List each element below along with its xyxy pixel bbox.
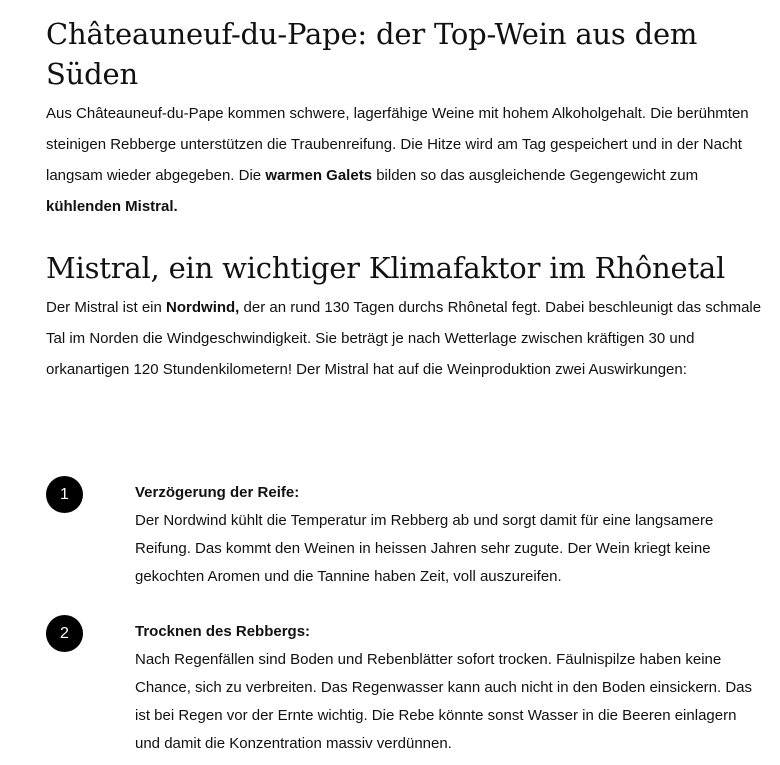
section-paragraph xyxy=(46,292,766,385)
section-chateauneuf xyxy=(46,14,766,222)
section-paragraph xyxy=(46,98,766,222)
paragraph-text: Aus Châteauneuf-du-Pape kommen schwere, lagerfähige Weine mit hohem Alkoholgehalt. Die berühmten steinigen Rebberge unterstützen die Traubenreifung. Die Hitze wird am Tag gespeichert und in der Nacht langsam wieder abgegeben. Die xyxy=(46,105,749,184)
number-badge: 1 xyxy=(46,476,83,513)
list-item-text: Der Nordwind kühlt die Temperatur im Rebberg ab und sorgt damit für eine langsamere Reifung. Das kommt den Weinen in heissen Jahren sehr zugute. Der Wein kriegt keine gekochten Aromen und die Tannine haben Zeit, voll auszureifen. xyxy=(135,512,714,585)
section-title: Châteauneuf-du-Pape: der Top-Wein aus dem Süden xyxy=(46,17,698,91)
highlight-cool-mistral: kühlenden Mistral. xyxy=(46,198,178,215)
section-mistral xyxy=(46,248,766,385)
paragraph-text: der an rund 130 Tagen durchs Rhônetal fegt. Dabei beschleunigt das schmale Tal im Norden die Windgeschwindigkeit. Sie beträgt je nach Wetterlage zwischen kräftigen 30 und orkanartigen 120 Stundenkilometern! Der Mistral hat auf die Weinproduktion zwei Auswirkungen: xyxy=(46,299,762,378)
list-item-title: Verzögerung der Reife: xyxy=(135,484,300,501)
highlight-north-wind: Nordwind, xyxy=(166,299,240,316)
paragraph-text: bilden so das ausgleichende Gegengewicht zum xyxy=(372,167,699,184)
paragraph-text: Der Mistral ist ein xyxy=(46,299,167,316)
number-badge: 2 xyxy=(46,615,83,652)
list-item-body xyxy=(135,479,765,591)
list-item-body xyxy=(135,618,765,758)
section-title: Mistral, ein wichtiger Klimafaktor im Rhônetal xyxy=(46,251,726,285)
highlight-warm-galets: warmen Galets xyxy=(265,167,373,184)
list-item-title: Trocknen des Rebbergs: xyxy=(135,623,311,640)
list-item-text: Nach Regenfällen sind Boden und Rebenblätter sofort trocken. Fäulnispilze haben keine Chance, sich zu verbreiten. Das Regenwasser kann auch nicht in den Boden einsickern. Das ist bei Regen vor der Ernte wichtig. Die Rebe könnte sonst Wasser in die Beeren einlagern und damit die Konzentration massiv verdünnen. xyxy=(135,651,753,752)
